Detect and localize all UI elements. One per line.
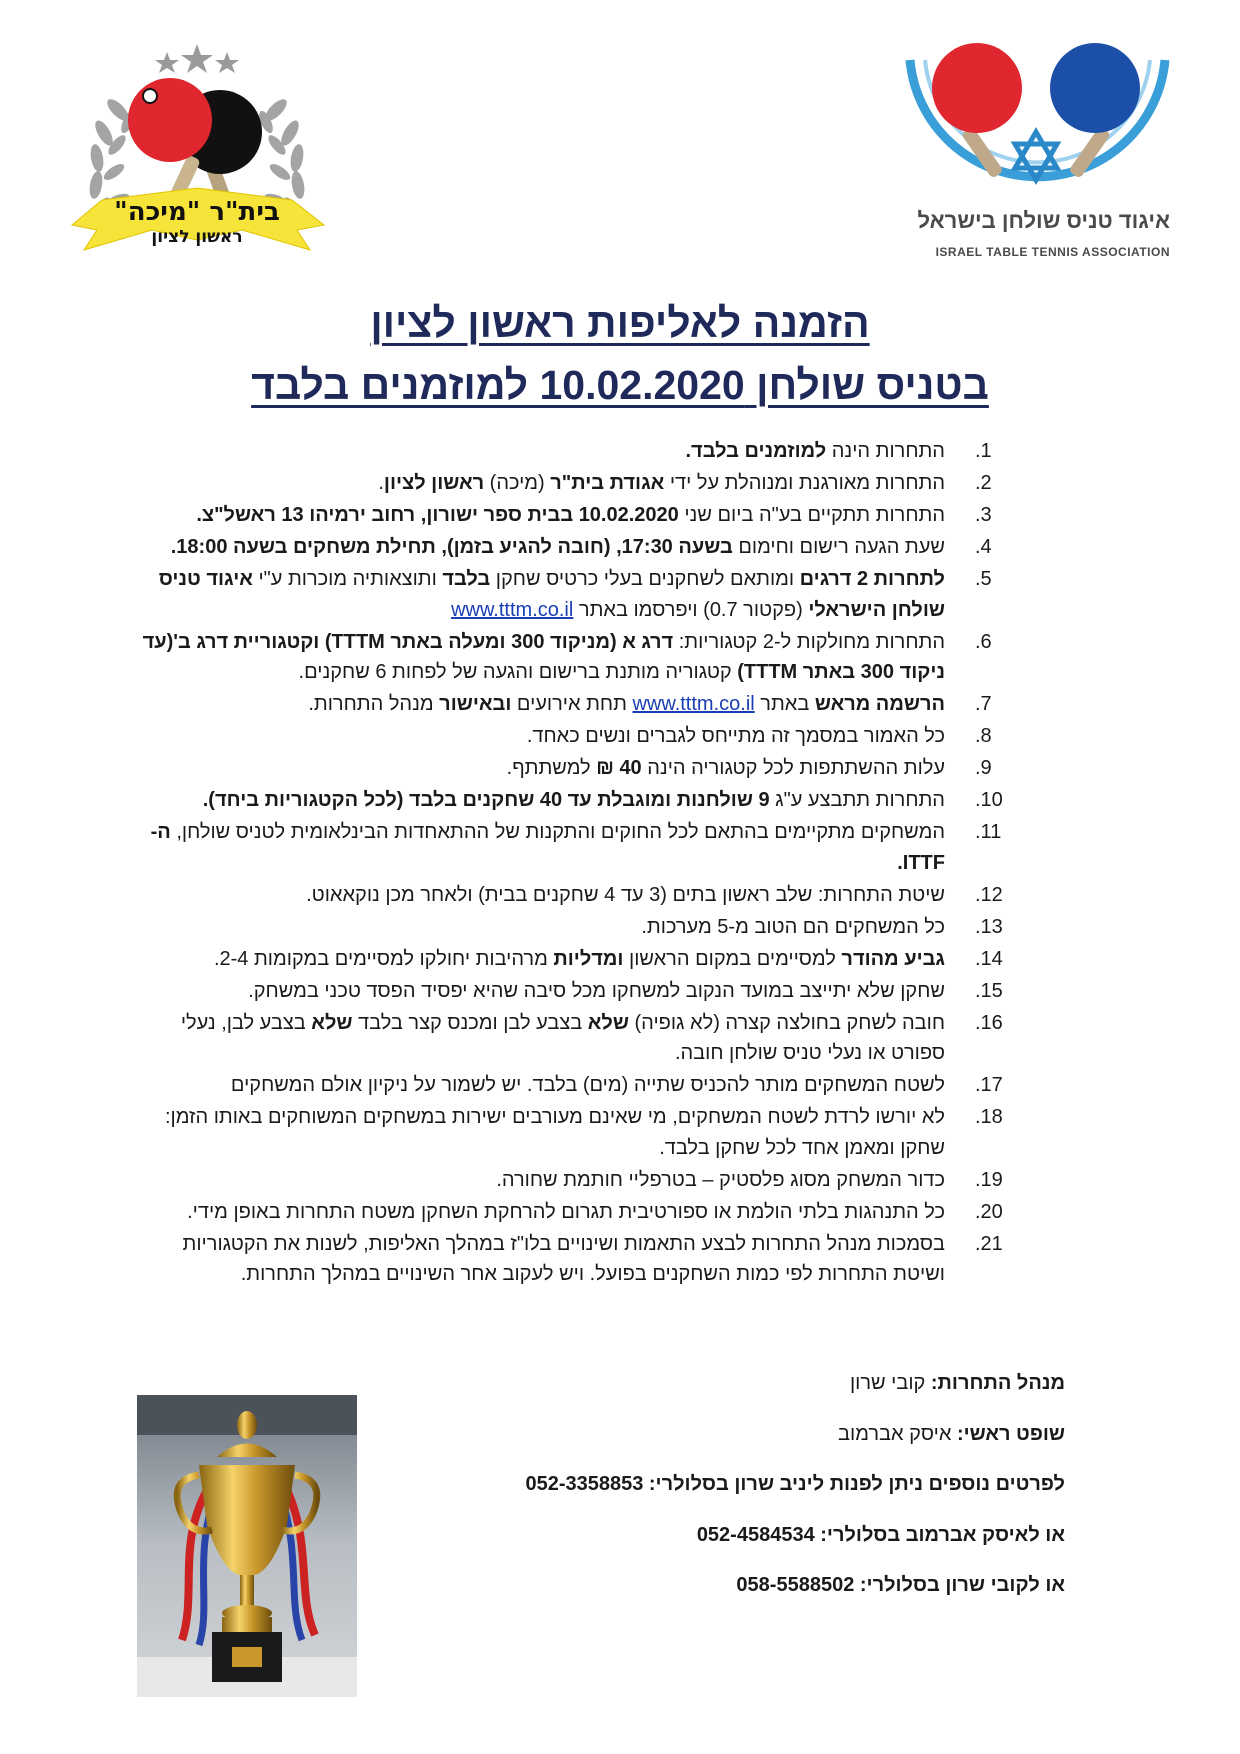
rule-text: התחרות תתבצע ע"ג: [769, 789, 945, 811]
rule-text-bold: 40 ₪: [596, 757, 642, 779]
rule-text: מרהיבות יחולקו למסיימים במקומות 2-4.: [213, 947, 554, 970]
rule-number: .2: [975, 472, 992, 494]
rule-item: [130, 436, 1035, 467]
rule-number: .12: [975, 883, 1003, 906]
rule-text: .: [378, 472, 384, 494]
rule-text: כל האמור במסמך זה מתייחס לגברים ונשים כאחד.: [526, 725, 945, 747]
rule-text-bold: 9 שולחנות ומוגבלת עד 40 שחקנים בלבד (לכל הקטגוריות ביחד).: [202, 789, 770, 811]
rule-text-bold: שלא: [311, 1011, 353, 1034]
rule-item: [130, 1070, 1035, 1101]
rule-text: תחת אירועים: [511, 693, 633, 715]
kobi-line: או לקובי שרון בסלולרי: 058-5588502: [736, 1574, 1065, 1597]
referee-label: שופט ראשי:: [956, 1422, 1065, 1445]
rule-text: שיטת התחרות: שלב ראשון בתים (3 עד 4 שחקנים בבית) ולאחר מכן נוקאאוט.: [306, 883, 945, 906]
rule-number: .13: [975, 915, 1003, 938]
association-name-hebrew: איגוד טניס שולחן בישראל: [917, 208, 1170, 233]
rule-item: [130, 564, 1035, 625]
rule-text: בצבע לבן, נעלי ספורט או נעלי טניס שולחן חובה.: [180, 1011, 945, 1064]
rule-text-bold: שלא: [587, 1011, 629, 1034]
rule-item: [130, 1197, 1035, 1228]
rule-item: [130, 785, 1035, 816]
club-logo-name: בית"ר "מיכה": [114, 197, 280, 227]
rule-text: התחרות תתקיים בע"ה ביום שני: [678, 504, 945, 526]
club-logo: [62, 40, 332, 280]
website-link[interactable]: www.tttm.co.il: [632, 693, 755, 715]
rule-text: כדור המשחק מסוג פלסטיק – בטרפליי חותמת שחורה.: [496, 1168, 945, 1191]
rule-item: [130, 721, 1035, 752]
referee-row: [365, 1423, 1065, 1474]
association-name-english: ISRAEL TABLE TENNIS ASSOCIATION: [935, 245, 1170, 259]
rule-number: .9: [975, 757, 992, 779]
rule-item: [130, 944, 1035, 975]
rule-text: ומותאם לשחקנים בעלי כרטיס שחקן: [490, 568, 800, 590]
rule-text-bold: איגוד טניס שולחן הישראלי: [158, 568, 945, 621]
rule-item: [130, 627, 1035, 688]
club-logo-city: ראשון לציון: [151, 227, 243, 247]
rule-text: כל התנהגות בלתי הולמת או ספורטיבית תגרום להרחקת השחקן משטח התחרות באופן מידי.: [187, 1200, 945, 1223]
rule-number: .16: [975, 1011, 1003, 1034]
rule-number: .8: [975, 725, 992, 747]
rule-text: מנהל התחרות.: [308, 693, 440, 715]
referee-name: איסק אברמוב: [838, 1422, 957, 1445]
rule-text: התחרות מחולקות ל-2 קטגוריות:: [673, 630, 945, 653]
rule-text: המשחקים מתקיימים בהתאם לכל החוקים והתקנות של ההתאחדות הבינלאומית לטניס שולחן,: [170, 821, 945, 843]
title-line-1: הזמנה לאליפות ראשון לציון: [370, 300, 870, 346]
rule-number: .14: [975, 947, 1003, 970]
rule-text-bold: דרג א (מניקוד 300 ומעלה באתר TTTM) וקטגוריית דרג ב'(עד ניקוד 300 באתר TTTM): [142, 630, 945, 683]
isak-row: [365, 1524, 1065, 1575]
rule-item: [130, 976, 1035, 1007]
website-link[interactable]: www.tttm.co.il: [451, 598, 574, 621]
kobi-row: [365, 1574, 1065, 1625]
details-line: לפרטים נוספים ניתן לפנות ליניב שרון בסלולרי: 052-3358853: [525, 1473, 1065, 1496]
rule-text: כל המשחקים הם הטוב מ-5 מערכות.: [641, 915, 945, 938]
rule-item: [130, 532, 1035, 563]
rule-number: .18: [975, 1106, 1003, 1128]
rule-text: בסמכות מנהל התחרות לבצע התאמות ושינויים בלו"ז במהלך האליפות, לשנות את הקטגוריות ושיטת התחרות לפי כמות השחקנים בפועל. ויש לעקוב אחר השינויים במהלך התחרות.: [182, 1232, 945, 1285]
rule-item: [130, 912, 1035, 943]
rule-text-bold: ה-ITTF.: [150, 821, 945, 874]
rule-text-bold: גביע מהודר: [841, 947, 945, 970]
rule-item: [130, 1102, 1035, 1163]
rule-text-bold: ובאישור: [439, 693, 512, 715]
rule-item: [130, 1165, 1035, 1196]
rule-text: חובה לשחק בחולצה קצרה (לא גופיה): [628, 1011, 945, 1034]
rule-text-bold: 10.02.2020 בבית ספר ישורון, רחוב ירמיהו 13 ראשל"צ.: [196, 504, 679, 526]
director-row: [365, 1372, 1065, 1423]
rule-text-bold: הרשמה מראש: [814, 693, 945, 715]
rule-text-bold: בלבד: [442, 568, 491, 590]
isak-line: או לאיסק אברמוב בסלולרי: 052-4584534: [696, 1523, 1065, 1546]
rule-number: .10: [975, 789, 1003, 811]
rule-number: .11: [975, 821, 1002, 843]
rule-text-bold: לתחרות 2 דרגים: [799, 568, 945, 590]
details-row: [365, 1473, 1065, 1524]
rule-text: לא יורשו לרדת לשטח המשחקים, מי שאינם מעורבים ישירות במשחקים המשוחקים באותו הזמן: שחקן ומאמן אחד לכל שחקן בלבד.: [164, 1106, 945, 1159]
director-label: מנהל התחרות:: [930, 1372, 1065, 1394]
rule-item: [130, 880, 1035, 911]
rules-list: [130, 436, 1035, 1291]
director-name: קובי שרון: [849, 1372, 931, 1394]
rule-number: .6: [975, 630, 992, 653]
association-logo: [905, 40, 1170, 210]
rule-number: .20: [975, 1200, 1003, 1223]
rule-text: עלות ההשתתפות לכל קטגוריה הינה: [641, 757, 945, 779]
rule-text: קטגוריה מותנת ברישום והגעה של לפחות 6 שחקנים.: [298, 661, 738, 683]
contacts-block: [365, 1372, 1065, 1625]
rule-number: .1: [975, 440, 992, 462]
rule-item: [130, 817, 1035, 878]
rule-text-bold: ראשון לציון: [383, 472, 485, 494]
rule-item: [130, 500, 1035, 531]
rule-text: (מיכה): [484, 472, 551, 494]
rule-text-bold: בשעה 17:30, (חובה להגיע בזמן), תחילת משחקים בשעה 18:00.: [170, 536, 733, 558]
rule-text: התחרות מאורגנת ומנוהלת על ידי: [664, 472, 945, 494]
rule-text: בצבע לבן ומכנס קצר בלבד: [352, 1011, 588, 1034]
trophy-photo: [137, 1395, 357, 1697]
rule-text-bold: ומדליות: [553, 947, 624, 970]
rule-number: .21: [975, 1232, 1003, 1255]
rule-number: .17: [975, 1074, 1003, 1096]
rule-item: [130, 1008, 1035, 1069]
rule-item: [130, 1229, 1035, 1290]
rule-number: .7: [975, 693, 992, 715]
rule-text: שעת הגעה רישום וחימום: [732, 536, 945, 558]
title-line-2: בטניס שולחן 10.02.2020 למוזמנים בלבד: [251, 362, 989, 408]
rule-text: למסיימים במקום הראשון: [623, 947, 842, 970]
rule-text: למשתתף.: [506, 757, 597, 779]
rule-text-bold: אגודת בית"ר: [550, 472, 665, 494]
rule-text: ותוצאותיה מוכרות ע"י: [252, 568, 443, 590]
rule-number: .3: [975, 504, 992, 526]
rule-item: [130, 468, 1035, 499]
rule-text: התחרות הינה: [826, 440, 945, 462]
rule-text: (פקטור 0.7) ויפרסמו באתר: [573, 598, 809, 621]
rule-item: [130, 753, 1035, 784]
rule-number: .4: [975, 536, 992, 558]
rule-item: [130, 689, 1035, 720]
rule-number: .19: [975, 1168, 1003, 1191]
rule-text: באתר: [754, 693, 815, 715]
rule-number: .5: [975, 568, 992, 590]
rule-text-bold: למוזמנים בלבד.: [685, 440, 827, 462]
rule-text: לשטח המשחקים מותר להכניס שתייה (מים) בלבד. יש לשמור על ניקיון אולם המשחקים: [230, 1074, 945, 1096]
rule-text: שחקן שלא יתייצב במועד הנקוב למשחקו מכל סיבה שהיא יפסיד הפסד טכני במשחק.: [248, 979, 945, 1002]
rule-number: .15: [975, 979, 1003, 1002]
